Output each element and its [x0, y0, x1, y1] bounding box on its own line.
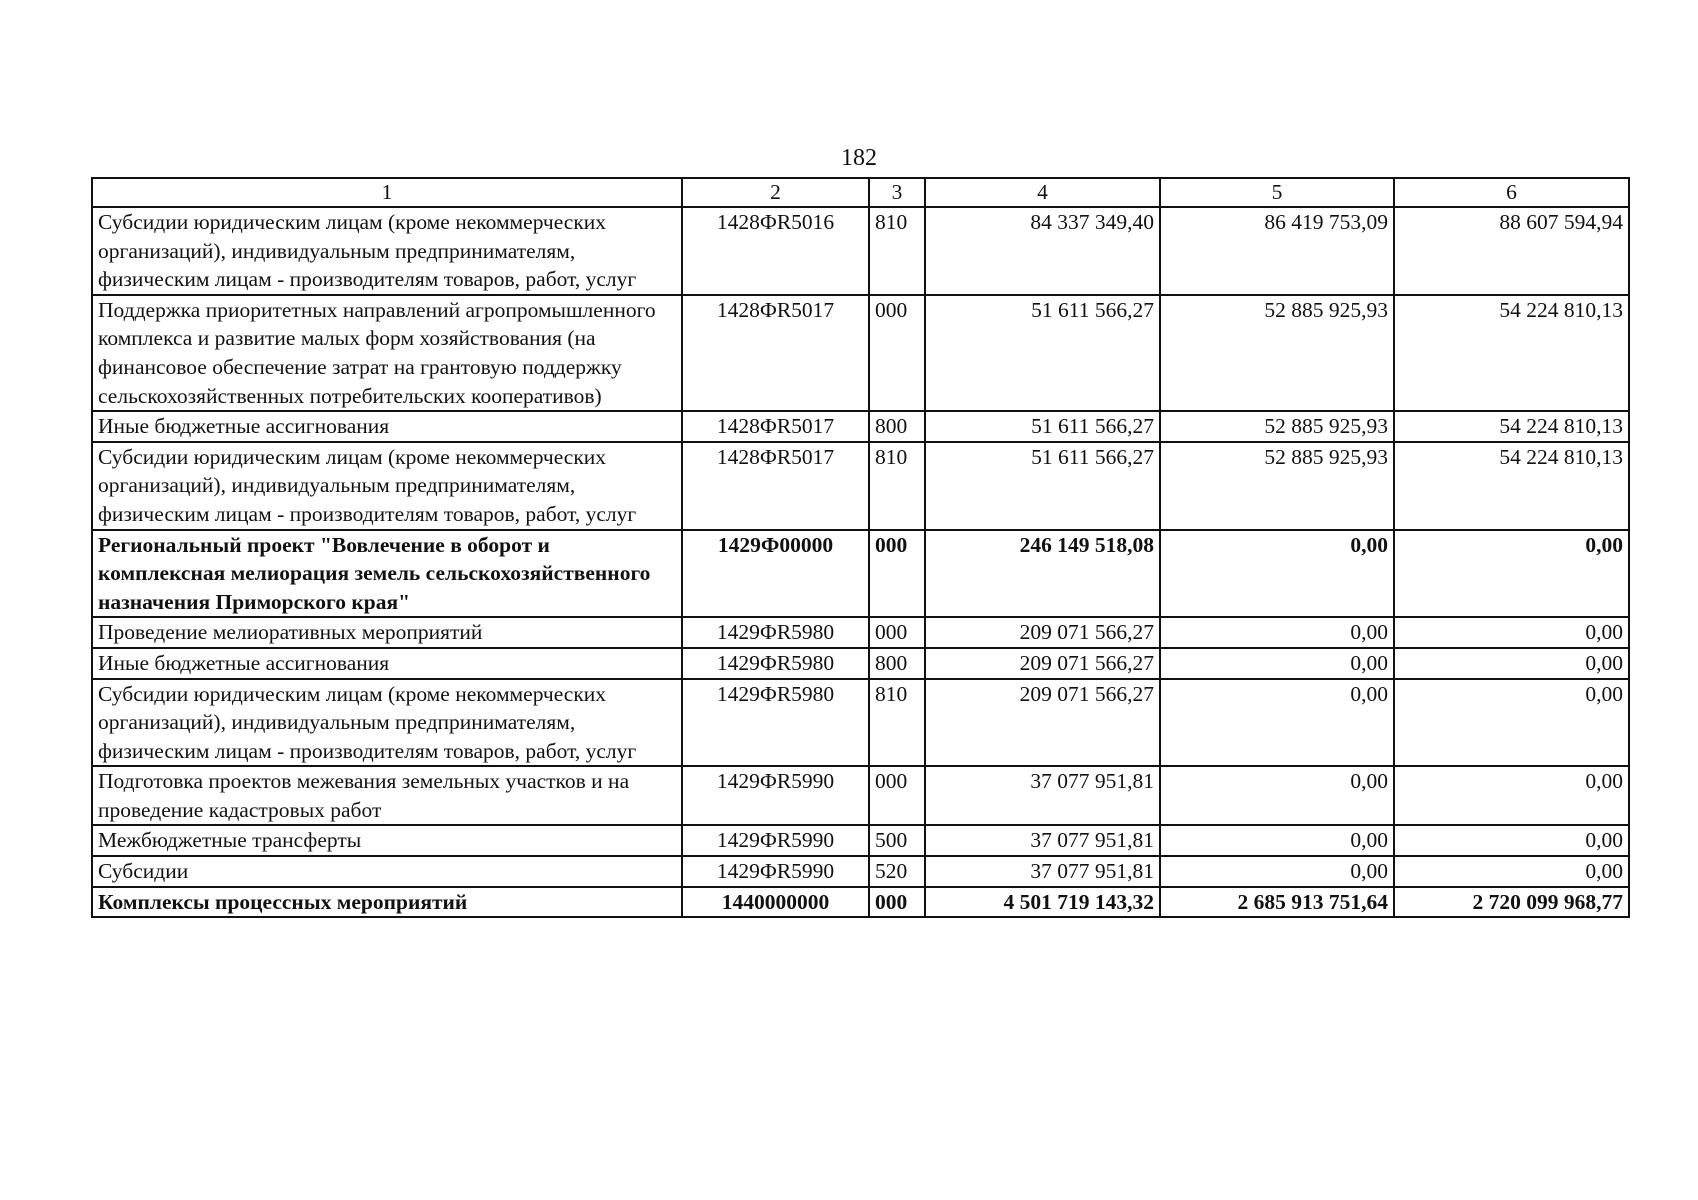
row-name: Региональный проект "Вовлечение в оборот и комплексная мелиорация земель сельскохозяйственного назначения Приморского края": [92, 530, 682, 618]
row-expense-kind: 800: [869, 411, 925, 442]
row-expense-kind: 000: [869, 887, 925, 918]
row-amount-year-3: 54 224 810,13: [1394, 411, 1629, 442]
row-amount-year-2: 0,00: [1160, 766, 1394, 825]
row-amount-year-2: 0,00: [1160, 679, 1394, 767]
row-expense-kind: 000: [869, 530, 925, 618]
row-target-code: 1429ФR5990: [682, 766, 869, 825]
row-amount-year-1: 37 077 951,81: [925, 856, 1160, 887]
row-target-code: 1429ФR5990: [682, 856, 869, 887]
table-body: [92, 207, 1629, 917]
row-name: Субсидии юридическим лицам (кроме некоммерческих организаций), индивидуальным предпринимателям, физическим лицам - производителям товаров, работ, услуг: [92, 207, 682, 295]
row-expense-kind: 000: [869, 617, 925, 648]
row-amount-year-2: 52 885 925,93: [1160, 295, 1394, 411]
column-header-year-2: 5: [1160, 178, 1394, 207]
row-target-code: 1428ФR5017: [682, 442, 869, 530]
row-target-code: 1428ФR5016: [682, 207, 869, 295]
row-target-code: 1429ФR5980: [682, 617, 869, 648]
row-amount-year-1: 209 071 566,27: [925, 617, 1160, 648]
table-row: [92, 856, 1629, 887]
table-row: [92, 617, 1629, 648]
row-target-code: 1440000000: [682, 887, 869, 918]
row-amount-year-2: 52 885 925,93: [1160, 411, 1394, 442]
column-header-year-1: 4: [925, 178, 1160, 207]
row-amount-year-1: 209 071 566,27: [925, 648, 1160, 679]
row-expense-kind: 810: [869, 679, 925, 767]
row-name: Подготовка проектов межевания земельных участков и на проведение кадастровых работ: [92, 766, 682, 825]
header-row: [92, 178, 1629, 207]
table-row: [92, 887, 1629, 918]
row-name: Субсидии юридическим лицам (кроме некоммерческих организаций), индивидуальным предпринимателям, физическим лицам - производителям товаров, работ, услуг: [92, 442, 682, 530]
row-expense-kind: 810: [869, 207, 925, 295]
row-target-code: 1429Ф00000: [682, 530, 869, 618]
table-row: [92, 442, 1629, 530]
page-number: 182: [841, 145, 877, 171]
row-expense-kind: 000: [869, 295, 925, 411]
table-row: [92, 766, 1629, 825]
row-name: Субсидии: [92, 856, 682, 887]
row-name: Иные бюджетные ассигнования: [92, 648, 682, 679]
row-amount-year-1: 209 071 566,27: [925, 679, 1160, 767]
row-amount-year-3: 0,00: [1394, 530, 1629, 618]
row-amount-year-1: 37 077 951,81: [925, 825, 1160, 856]
row-amount-year-2: 0,00: [1160, 530, 1394, 618]
column-header-kind: 3: [869, 178, 925, 207]
row-amount-year-1: 246 149 518,08: [925, 530, 1160, 618]
row-expense-kind: 520: [869, 856, 925, 887]
row-amount-year-3: 0,00: [1394, 825, 1629, 856]
row-amount-year-3: 0,00: [1394, 856, 1629, 887]
table-row: [92, 295, 1629, 411]
table-row: [92, 679, 1629, 767]
column-header-code: 2: [682, 178, 869, 207]
row-amount-year-2: 2 685 913 751,64: [1160, 887, 1394, 918]
row-target-code: 1429ФR5990: [682, 825, 869, 856]
row-amount-year-1: 37 077 951,81: [925, 766, 1160, 825]
row-amount-year-3: 0,00: [1394, 766, 1629, 825]
column-header-year-3: 6: [1394, 178, 1629, 207]
row-expense-kind: 810: [869, 442, 925, 530]
row-amount-year-2: 52 885 925,93: [1160, 442, 1394, 530]
row-target-code: 1428ФR5017: [682, 411, 869, 442]
row-name: Межбюджетные трансферты: [92, 825, 682, 856]
table-row: [92, 530, 1629, 618]
row-target-code: 1429ФR5980: [682, 679, 869, 767]
row-target-code: 1428ФR5017: [682, 295, 869, 411]
table-row: [92, 825, 1629, 856]
row-amount-year-1: 4 501 719 143,32: [925, 887, 1160, 918]
row-amount-year-3: 54 224 810,13: [1394, 295, 1629, 411]
row-amount-year-3: 2 720 099 968,77: [1394, 887, 1629, 918]
row-amount-year-3: 0,00: [1394, 679, 1629, 767]
row-amount-year-1: 51 611 566,27: [925, 295, 1160, 411]
row-amount-year-2: 0,00: [1160, 648, 1394, 679]
row-expense-kind: 500: [869, 825, 925, 856]
table-row: [92, 411, 1629, 442]
row-name: Проведение мелиоративных мероприятий: [92, 617, 682, 648]
budget-table: [91, 177, 1630, 918]
row-amount-year-3: 0,00: [1394, 617, 1629, 648]
row-name: Поддержка приоритетных направлений агропромышленного комплекса и развитие малых форм хозяйствования (на финансовое обеспечение затрат на грантовую поддержку сельскохозяйственных потребительских кооперативов): [92, 295, 682, 411]
row-name: Субсидии юридическим лицам (кроме некоммерческих организаций), индивидуальным предпринимателям, физическим лицам - производителям товаров, работ, услуг: [92, 679, 682, 767]
row-amount-year-2: 86 419 753,09: [1160, 207, 1394, 295]
row-target-code: 1429ФR5980: [682, 648, 869, 679]
row-amount-year-1: 51 611 566,27: [925, 442, 1160, 530]
row-amount-year-1: 51 611 566,27: [925, 411, 1160, 442]
table-row: [92, 648, 1629, 679]
row-name: Иные бюджетные ассигнования: [92, 411, 682, 442]
row-amount-year-1: 84 337 349,40: [925, 207, 1160, 295]
row-name: Комплексы процессных мероприятий: [92, 887, 682, 918]
row-expense-kind: 800: [869, 648, 925, 679]
row-amount-year-2: 0,00: [1160, 617, 1394, 648]
row-amount-year-2: 0,00: [1160, 856, 1394, 887]
row-expense-kind: 000: [869, 766, 925, 825]
column-header-name: 1: [92, 178, 682, 207]
row-amount-year-3: 0,00: [1394, 648, 1629, 679]
row-amount-year-2: 0,00: [1160, 825, 1394, 856]
row-amount-year-3: 88 607 594,94: [1394, 207, 1629, 295]
row-amount-year-3: 54 224 810,13: [1394, 442, 1629, 530]
table-row: [92, 207, 1629, 295]
